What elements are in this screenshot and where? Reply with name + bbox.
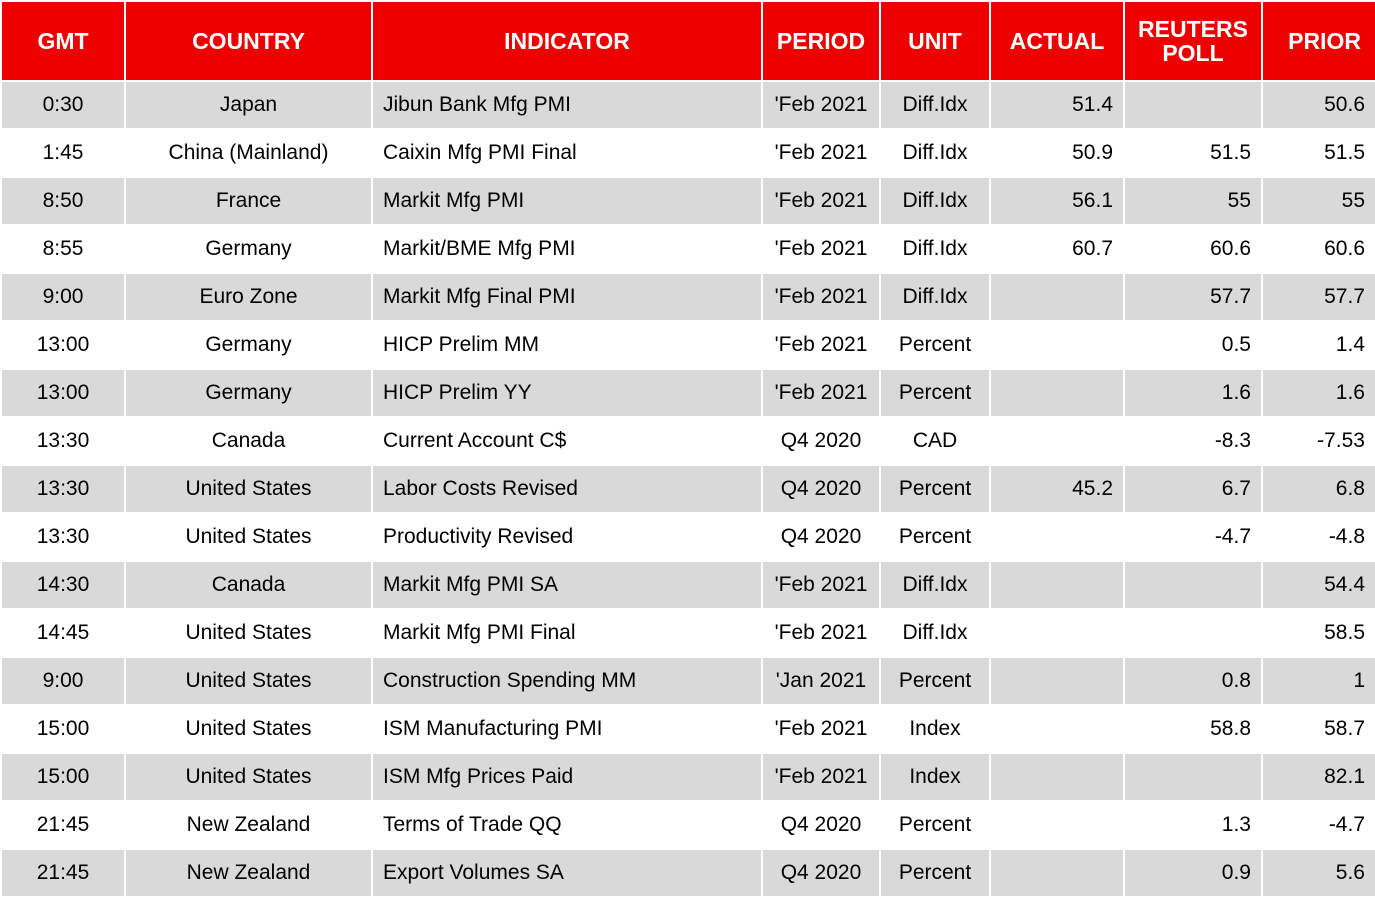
- cell-unit: CAD: [880, 417, 990, 465]
- cell-poll: 0.9: [1124, 849, 1262, 897]
- cell-actual: [990, 321, 1124, 369]
- cell-poll: 51.5: [1124, 129, 1262, 177]
- cell-country: China (Mainland): [125, 129, 372, 177]
- cell-gmt: 21:45: [1, 849, 125, 897]
- cell-gmt: 8:50: [1, 177, 125, 225]
- cell-indicator: Markit/BME Mfg PMI: [372, 225, 762, 273]
- cell-poll: -4.7: [1124, 513, 1262, 561]
- cell-prior: 82.1: [1262, 753, 1375, 801]
- cell-prior: 6.8: [1262, 465, 1375, 513]
- cell-actual: [990, 849, 1124, 897]
- cell-country: United States: [125, 657, 372, 705]
- cell-actual: 45.2: [990, 465, 1124, 513]
- cell-period: 'Feb 2021: [762, 369, 880, 417]
- table-body: [1, 81, 1375, 897]
- table-row: [1, 753, 1375, 801]
- cell-country: United States: [125, 753, 372, 801]
- cell-actual: [990, 609, 1124, 657]
- cell-prior: -7.53: [1262, 417, 1375, 465]
- cell-actual: [990, 753, 1124, 801]
- cell-indicator: Terms of Trade QQ: [372, 801, 762, 849]
- column-header-reuters-poll: REUTERS POLL: [1124, 1, 1262, 81]
- cell-indicator: ISM Mfg Prices Paid: [372, 753, 762, 801]
- cell-indicator: Markit Mfg PMI Final: [372, 609, 762, 657]
- cell-poll: 1.6: [1124, 369, 1262, 417]
- cell-gmt: 0:30: [1, 81, 125, 129]
- cell-indicator: Markit Mfg PMI SA: [372, 561, 762, 609]
- table-row: [1, 801, 1375, 849]
- cell-unit: Diff.Idx: [880, 273, 990, 321]
- column-header-indicator: INDICATOR: [372, 1, 762, 81]
- cell-poll: [1124, 81, 1262, 129]
- cell-indicator: Labor Costs Revised: [372, 465, 762, 513]
- cell-period: 'Feb 2021: [762, 129, 880, 177]
- cell-actual: [990, 273, 1124, 321]
- cell-actual: [990, 705, 1124, 753]
- table-row: [1, 465, 1375, 513]
- cell-country: United States: [125, 465, 372, 513]
- cell-unit: Percent: [880, 513, 990, 561]
- cell-unit: Diff.Idx: [880, 609, 990, 657]
- table-row: [1, 513, 1375, 561]
- cell-prior: 1: [1262, 657, 1375, 705]
- column-header-period: PERIOD: [762, 1, 880, 81]
- cell-period: 'Feb 2021: [762, 561, 880, 609]
- cell-country: Japan: [125, 81, 372, 129]
- cell-unit: Diff.Idx: [880, 561, 990, 609]
- cell-unit: Diff.Idx: [880, 129, 990, 177]
- cell-unit: Index: [880, 753, 990, 801]
- cell-poll: 55: [1124, 177, 1262, 225]
- cell-country: Canada: [125, 561, 372, 609]
- cell-gmt: 15:00: [1, 753, 125, 801]
- header-row: [1, 1, 1375, 81]
- cell-prior: 1.6: [1262, 369, 1375, 417]
- cell-unit: Percent: [880, 849, 990, 897]
- table-row: [1, 129, 1375, 177]
- cell-country: France: [125, 177, 372, 225]
- cell-prior: -4.7: [1262, 801, 1375, 849]
- cell-prior: 50.6: [1262, 81, 1375, 129]
- cell-gmt: 13:00: [1, 321, 125, 369]
- cell-actual: [990, 417, 1124, 465]
- cell-prior: 55: [1262, 177, 1375, 225]
- cell-indicator: Construction Spending MM: [372, 657, 762, 705]
- column-header-unit: UNIT: [880, 1, 990, 81]
- cell-actual: 50.9: [990, 129, 1124, 177]
- cell-actual: [990, 561, 1124, 609]
- cell-unit: Percent: [880, 657, 990, 705]
- cell-indicator: HICP Prelim YY: [372, 369, 762, 417]
- cell-gmt: 14:30: [1, 561, 125, 609]
- cell-period: Q4 2020: [762, 849, 880, 897]
- cell-actual: [990, 657, 1124, 705]
- cell-prior: 51.5: [1262, 129, 1375, 177]
- cell-gmt: 13:30: [1, 417, 125, 465]
- table-header: [1, 1, 1375, 81]
- cell-indicator: Markit Mfg Final PMI: [372, 273, 762, 321]
- table-row: [1, 705, 1375, 753]
- cell-prior: 58.5: [1262, 609, 1375, 657]
- cell-unit: Diff.Idx: [880, 177, 990, 225]
- cell-country: Germany: [125, 321, 372, 369]
- table-row: [1, 657, 1375, 705]
- cell-country: United States: [125, 513, 372, 561]
- cell-prior: 54.4: [1262, 561, 1375, 609]
- table-row: [1, 561, 1375, 609]
- cell-unit: Index: [880, 705, 990, 753]
- cell-period: 'Jan 2021: [762, 657, 880, 705]
- cell-indicator: Export Volumes SA: [372, 849, 762, 897]
- cell-period: 'Feb 2021: [762, 273, 880, 321]
- cell-actual: 60.7: [990, 225, 1124, 273]
- cell-gmt: 13:30: [1, 513, 125, 561]
- cell-poll: 58.8: [1124, 705, 1262, 753]
- cell-poll: 57.7: [1124, 273, 1262, 321]
- cell-gmt: 9:00: [1, 657, 125, 705]
- cell-gmt: 9:00: [1, 273, 125, 321]
- table-row: [1, 369, 1375, 417]
- cell-unit: Percent: [880, 801, 990, 849]
- cell-period: Q4 2020: [762, 417, 880, 465]
- cell-period: 'Feb 2021: [762, 321, 880, 369]
- cell-poll: -8.3: [1124, 417, 1262, 465]
- cell-country: United States: [125, 705, 372, 753]
- cell-poll: 6.7: [1124, 465, 1262, 513]
- table-row: [1, 177, 1375, 225]
- table-row: [1, 849, 1375, 897]
- cell-unit: Diff.Idx: [880, 81, 990, 129]
- cell-unit: Diff.Idx: [880, 225, 990, 273]
- cell-poll: 0.5: [1124, 321, 1262, 369]
- cell-unit: Percent: [880, 465, 990, 513]
- cell-actual: [990, 369, 1124, 417]
- cell-period: Q4 2020: [762, 801, 880, 849]
- table-row: [1, 225, 1375, 273]
- cell-gmt: 14:45: [1, 609, 125, 657]
- column-header-gmt: GMT: [1, 1, 125, 81]
- cell-indicator: Productivity Revised: [372, 513, 762, 561]
- cell-period: 'Feb 2021: [762, 705, 880, 753]
- cell-prior: 5.6: [1262, 849, 1375, 897]
- cell-country: Germany: [125, 225, 372, 273]
- cell-period: 'Feb 2021: [762, 225, 880, 273]
- table-row: [1, 321, 1375, 369]
- cell-poll: 60.6: [1124, 225, 1262, 273]
- cell-prior: 1.4: [1262, 321, 1375, 369]
- cell-actual: [990, 513, 1124, 561]
- table-row: [1, 417, 1375, 465]
- cell-country: New Zealand: [125, 801, 372, 849]
- cell-indicator: Current Account C$: [372, 417, 762, 465]
- table-row: [1, 81, 1375, 129]
- cell-gmt: 1:45: [1, 129, 125, 177]
- cell-poll: [1124, 753, 1262, 801]
- cell-prior: 57.7: [1262, 273, 1375, 321]
- cell-period: Q4 2020: [762, 465, 880, 513]
- cell-gmt: 8:55: [1, 225, 125, 273]
- cell-period: Q4 2020: [762, 513, 880, 561]
- cell-gmt: 13:30: [1, 465, 125, 513]
- cell-poll: [1124, 561, 1262, 609]
- cell-actual: [990, 801, 1124, 849]
- cell-country: Germany: [125, 369, 372, 417]
- cell-poll: [1124, 609, 1262, 657]
- cell-unit: Percent: [880, 369, 990, 417]
- column-header-actual: ACTUAL: [990, 1, 1124, 81]
- cell-indicator: Jibun Bank Mfg PMI: [372, 81, 762, 129]
- cell-indicator: Markit Mfg PMI: [372, 177, 762, 225]
- cell-actual: 51.4: [990, 81, 1124, 129]
- cell-period: 'Feb 2021: [762, 609, 880, 657]
- cell-prior: 58.7: [1262, 705, 1375, 753]
- cell-period: 'Feb 2021: [762, 177, 880, 225]
- cell-poll: 0.8: [1124, 657, 1262, 705]
- cell-country: New Zealand: [125, 849, 372, 897]
- cell-gmt: 13:00: [1, 369, 125, 417]
- cell-period: 'Feb 2021: [762, 753, 880, 801]
- column-header-country: COUNTRY: [125, 1, 372, 81]
- cell-gmt: 15:00: [1, 705, 125, 753]
- cell-indicator: Caixin Mfg PMI Final: [372, 129, 762, 177]
- cell-prior: 60.6: [1262, 225, 1375, 273]
- column-header-prior: PRIOR: [1262, 1, 1375, 81]
- cell-period: 'Feb 2021: [762, 81, 880, 129]
- cell-poll: 1.3: [1124, 801, 1262, 849]
- cell-indicator: HICP Prelim MM: [372, 321, 762, 369]
- cell-country: Canada: [125, 417, 372, 465]
- cell-country: United States: [125, 609, 372, 657]
- cell-actual: 56.1: [990, 177, 1124, 225]
- table-row: [1, 273, 1375, 321]
- cell-indicator: ISM Manufacturing PMI: [372, 705, 762, 753]
- cell-gmt: 21:45: [1, 801, 125, 849]
- table-row: [1, 609, 1375, 657]
- cell-country: Euro Zone: [125, 273, 372, 321]
- cell-unit: Percent: [880, 321, 990, 369]
- cell-prior: -4.8: [1262, 513, 1375, 561]
